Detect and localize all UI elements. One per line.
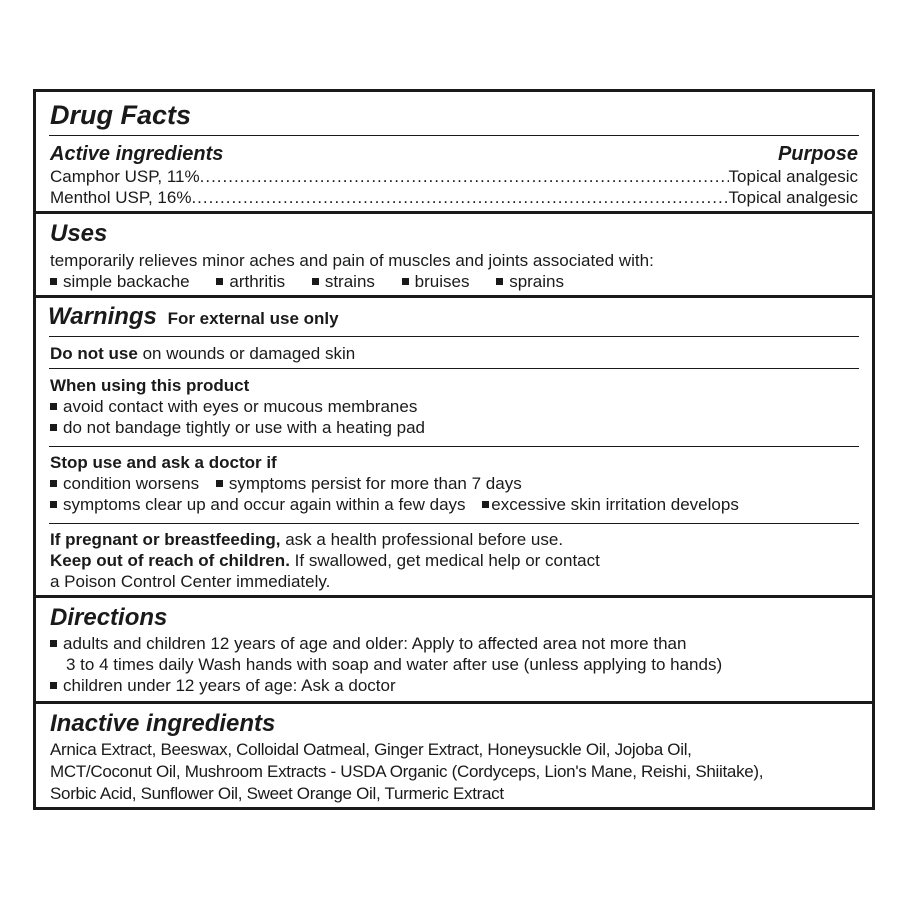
- uses-section: [36, 214, 872, 298]
- drug-facts-panel: [33, 89, 875, 810]
- ingredient-row-2: [50, 187, 858, 208]
- directions-item: children under 12 years of age: Ask a doctor: [50, 675, 858, 696]
- stop-use-row-1: [50, 473, 858, 494]
- bullet-icon: [216, 278, 223, 285]
- warnings-heading: Warnings: [48, 303, 157, 330]
- stop-use-row-2: [50, 494, 858, 515]
- bullet-icon: [482, 501, 489, 508]
- uses-item: strains: [312, 272, 375, 291]
- stop-use-item: symptoms persist for more than 7 days: [216, 474, 522, 493]
- inactive-line-3: Sorbic Acid, Sunflower Oil, Sweet Orange Oil, Turmeric Extract: [50, 784, 504, 803]
- bullet-icon: [50, 501, 57, 508]
- directions-heading: Directions: [50, 604, 168, 631]
- active-header-row: [50, 144, 858, 165]
- purpose-heading: Purpose: [777, 143, 858, 165]
- drug-facts-title: Drug Facts: [50, 100, 192, 130]
- bullet-icon: [312, 278, 319, 285]
- bullet-icon: [50, 480, 57, 487]
- inactive-heading: Inactive ingredients: [50, 710, 276, 737]
- inactive-ingredients-section: [36, 704, 872, 807]
- bullet-icon: [50, 682, 57, 689]
- warnings-rule: [49, 336, 859, 337]
- when-using-item: avoid contact with eyes or mucous membranes: [50, 396, 858, 417]
- uses-heading: Uses: [50, 220, 108, 247]
- bullet-icon: [50, 424, 57, 431]
- uses-item: sprains: [496, 272, 564, 291]
- stop-use-heading: Stop use and ask a doctor if: [50, 453, 277, 472]
- directions-section: [36, 598, 872, 704]
- dot-leader: [191, 187, 728, 208]
- pregnant-warning: If pregnant or breastfeeding, ask a health professional before use.: [50, 530, 564, 549]
- uses-intro: temporarily relieves minor aches and pain of muscles and joints associated with:: [50, 251, 654, 270]
- do-not-use-rule: [49, 368, 859, 369]
- when-using-heading: When using this product: [50, 376, 250, 395]
- inactive-line-2: MCT/Coconut Oil, Mushroom Extracts - USDA Organic (Cordyceps, Lion's Mane, Reishi, Shiitake),: [50, 762, 764, 781]
- bullet-icon: [402, 278, 409, 285]
- directions-item-cont: 3 to 4 times daily Wash hands with soap and water after use (unless applying to hands): [66, 655, 723, 674]
- uses-list: [50, 271, 858, 292]
- ingredient-name: Camphor USP, 11%: [50, 167, 200, 186]
- bullet-icon: [50, 640, 57, 647]
- active-ingredients-section: [36, 92, 872, 214]
- bullet-icon: [216, 480, 223, 487]
- dot-leader: [200, 166, 729, 187]
- children-warning-cont: a Poison Control Center immediately.: [50, 572, 331, 591]
- bullet-icon: [50, 403, 57, 410]
- stop-use-item: excessive skin irritation develops: [482, 495, 739, 514]
- active-ingredients-heading: Active ingredients: [50, 143, 224, 165]
- children-warning: Keep out of reach of children. If swallowed, get medical help or contact: [50, 551, 600, 570]
- bullet-icon: [496, 278, 503, 285]
- do-not-use: Do not use on wounds or damaged skin: [50, 344, 356, 363]
- ingredient-purpose: Topical analgesic: [728, 167, 858, 186]
- warnings-subheading: For external use only: [167, 309, 339, 328]
- when-using-rule: [49, 446, 859, 447]
- stop-use-item: condition worsens: [50, 474, 199, 493]
- when-using-item: do not bandage tightly or use with a heating pad: [50, 417, 858, 438]
- title-rule: [49, 135, 859, 136]
- uses-item: bruises: [402, 272, 470, 291]
- stop-use-item: symptoms clear up and occur again within a few days: [50, 495, 466, 514]
- uses-item: simple backache: [50, 272, 190, 291]
- ingredient-row-1: [50, 166, 858, 187]
- ingredient-purpose: Topical analgesic: [728, 188, 858, 207]
- bullet-icon: [50, 278, 57, 285]
- uses-item: arthritis: [216, 272, 285, 291]
- warnings-section: [36, 298, 872, 598]
- inactive-line-1: Arnica Extract, Beeswax, Colloidal Oatmeal, Ginger Extract, Honeysuckle Oil, Jojoba Oil,: [50, 740, 692, 759]
- stop-use-rule: [49, 523, 859, 524]
- ingredient-name: Menthol USP, 16%: [50, 188, 192, 207]
- directions-item: adults and children 12 years of age and older: Apply to affected area not more than: [50, 633, 858, 654]
- warnings-header: [48, 303, 339, 333]
